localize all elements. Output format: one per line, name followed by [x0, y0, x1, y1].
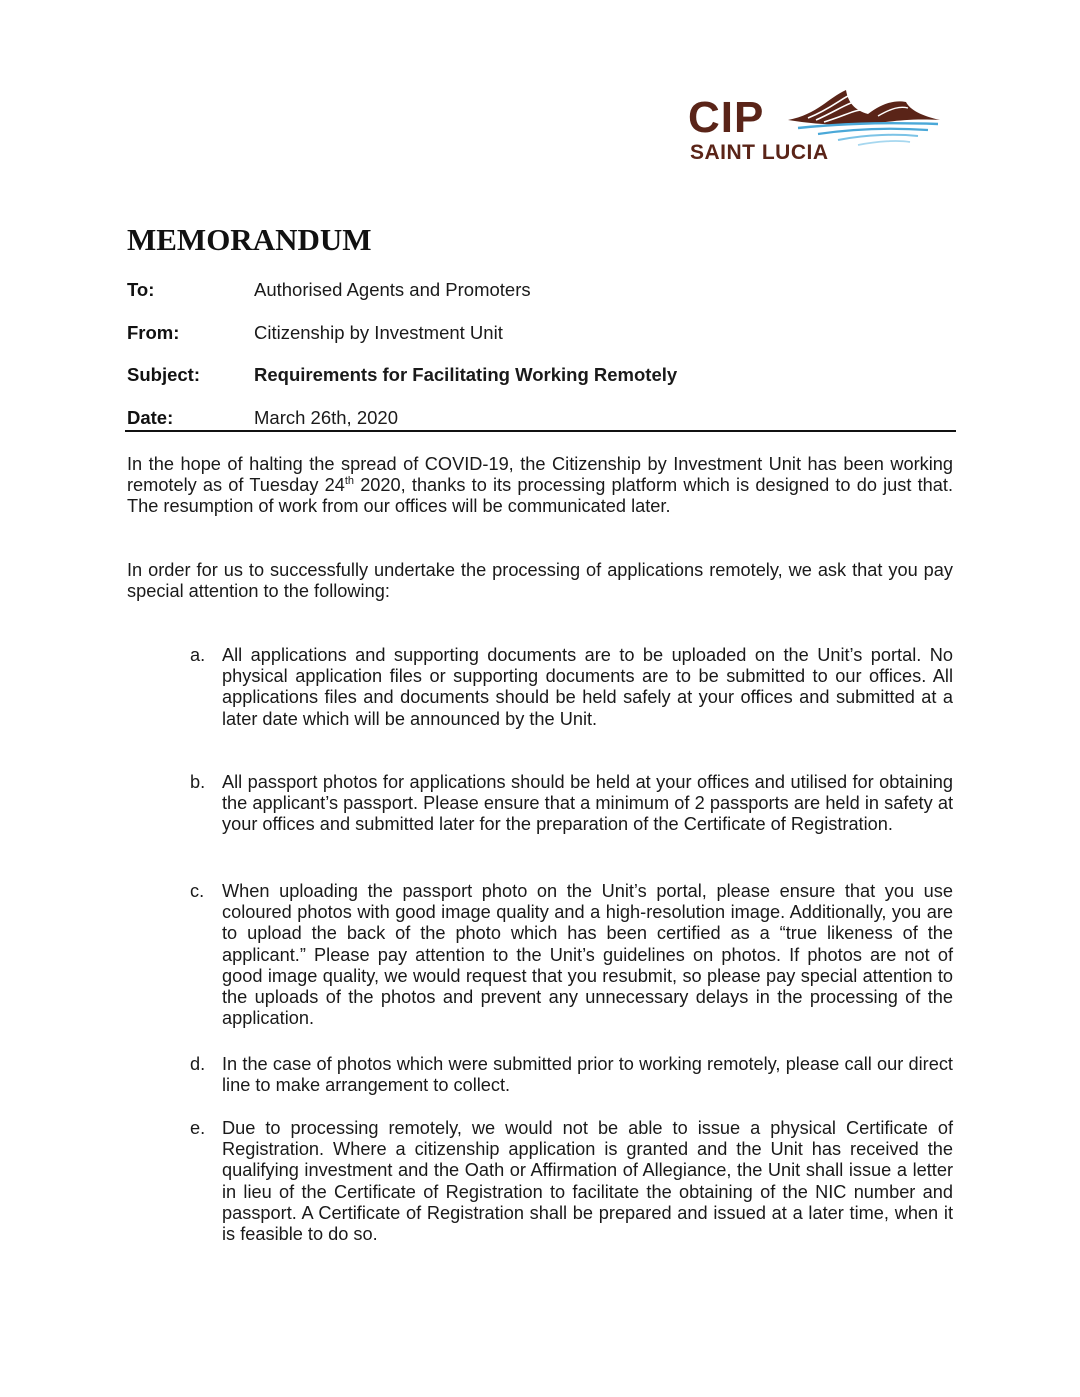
list-item-letter: b.: [190, 772, 206, 792]
memo-date-row: [127, 403, 955, 446]
list-item-text: In the case of photos which were submitted prior to working remotely, please call our direct line to make arrangement to collect.: [222, 1054, 953, 1096]
subject-label: Subject:: [127, 364, 200, 385]
intro-paragraph: [127, 454, 953, 518]
to-label: To:: [127, 279, 155, 300]
intro-text-start: In the hope of halting the spread of COVID-19, the Citizenship by Investment Unit has been working remotely as of Tuesday 24: [127, 454, 953, 496]
cip-saint-lucia-logo: [688, 88, 948, 168]
date-label: Date:: [127, 406, 174, 428]
header-divider: [125, 430, 956, 432]
list-item-text: All applications and supporting documents are to be uploaded on the Unit’s portal. No physical application files or supporting documents are to be submitted to our offices. All applications files and documents should be held safely at your offices and submitted at a later date which will be announced by the Unit.: [222, 645, 953, 729]
list-item-text: Due to processing remotely, we would not be able to issue a physical Certificate of Registration. Where a citizenship application is granted and the Unit has received the qualifying investment and the Oath or Affirmation of Allegiance, the Unit shall issue a letter in lieu of the Certificate of Registration to facilitate the obtaining of the NIC number and passport. A Certificate of Registration shall be prepared and issued at a later time, when it is feasible to do so.: [222, 1118, 953, 1245]
to-value: Authorised Agents and Promoters: [254, 279, 531, 300]
list-item-letter: e.: [190, 1118, 206, 1138]
subject-value: Requirements for Facilitating Working Remotely: [254, 364, 678, 385]
memo-subject-row: [127, 360, 955, 403]
from-label: From:: [127, 321, 180, 343]
memo-from-row: [127, 318, 955, 361]
from-value: Citizenship by Investment Unit: [254, 321, 503, 343]
request-paragraph: In order for us to successfully undertake the processing of applications remotely, we ask that you pay special attention to the following:: [127, 560, 953, 602]
list-item-letter: d.: [190, 1054, 206, 1074]
memo-title: MEMORANDUM: [127, 222, 372, 257]
logo-saint-lucia-text: SAINT LUCIA: [690, 141, 829, 164]
list-item-letter: c.: [190, 881, 205, 901]
memo-to-row: [127, 275, 955, 318]
logo-cip-text: CIP: [688, 93, 765, 142]
mountains-waves-icon: [788, 88, 946, 148]
memo-header: [127, 275, 955, 445]
list-item-text: When uploading the passport photo on the Unit’s portal, please ensure that you use coloured photos with good image quality and a high-resolution image. Additionally, you are to upload the back of the photo which has been certified as a “true likeness of the applicant.” Please pay attention to the Unit’s guidelines on photos. If photos are not of good image quality, we would request that you resubmit, so please pay special attention to the uploads of the photos and prevent any unnecessary delays in the processing of the application.: [222, 881, 953, 1029]
list-item-letter: a.: [190, 645, 206, 665]
intro-superscript: th: [344, 475, 355, 488]
date-value: March 26th, 2020: [254, 406, 398, 428]
intro-text-end: 2020, thanks to its processing platform which is designed to do just that. The resumption of work from our offices will be communicated later.: [127, 475, 953, 517]
list-item-text: All passport photos for applications should be held at your offices and utilised for obtaining the applicant’s passport. Please ensure that a minimum of 2 passports are held in safety at your offices and submitted later for the preparation of the Certificate of Registration.: [222, 772, 953, 835]
